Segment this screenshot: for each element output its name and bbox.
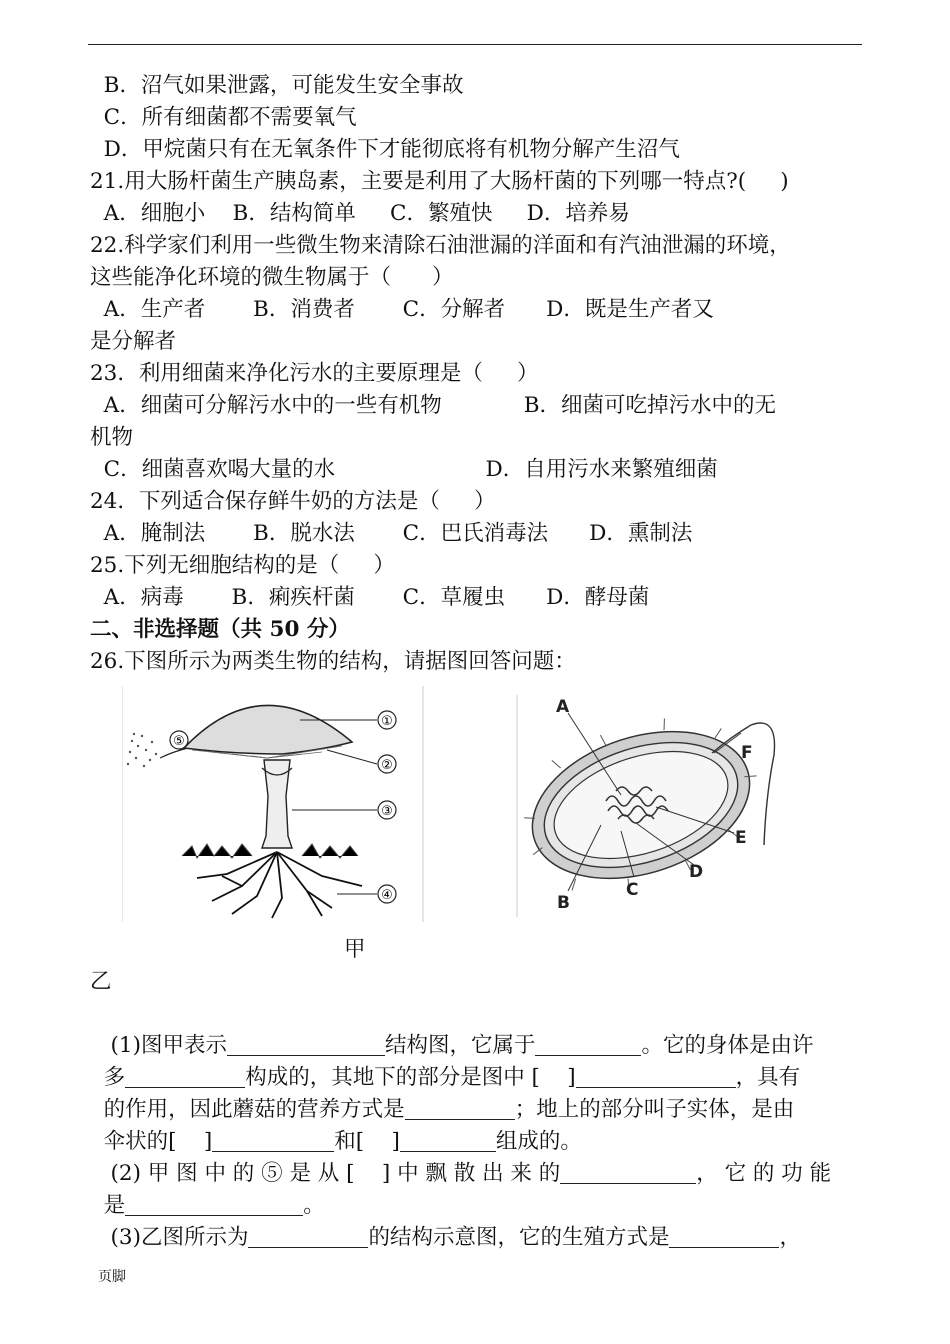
q1-line-1: (1)图甲表示 结构图，它属于 。它的身体是由许 xyxy=(103,1033,814,1058)
question-text-line: C．细菌喜欢喝大量的水 D．自用污水来繁殖细菌 xyxy=(90,457,718,482)
q2-line-1: (2) 甲 图 中 的 ⑤ 是 从 [ ] 中 飘 散 出 来 的 ， 它 的 功 能 xyxy=(103,1161,832,1186)
label-C: C xyxy=(626,880,639,900)
answer-blank[interactable] xyxy=(248,1225,368,1248)
q1-line-2: 多 构成的，其地下的部分是图中 [ ] ，具有 xyxy=(103,1065,801,1090)
question-text-line: 机物 xyxy=(90,425,134,450)
label-E: E xyxy=(735,828,747,848)
label-D: D xyxy=(689,862,704,882)
question-text-line: B．沼气如果泄露，可能发生安全事故 xyxy=(90,73,464,98)
question-text-line: A．生产者 B．消费者 C．分解者 D．既是生产者又 xyxy=(90,297,714,322)
question-text-line: C．所有细菌都不需要氧气 xyxy=(90,105,357,130)
label-F: F xyxy=(741,743,753,763)
question-text-line: A．细菌可分解污水中的一些有机物 B．细菌可吃掉污水中的无 xyxy=(90,393,777,418)
q2-line-2: 是 。 xyxy=(103,1193,325,1218)
question-text-line: 这些能净化环境的微生物属于（ ） xyxy=(90,265,454,290)
answer-blank[interactable] xyxy=(669,1225,779,1248)
question-text-line: A．细胞小 B．结构简单 C．繁殖快 D．培养易 xyxy=(90,201,630,226)
q1-line-3: 的作用，因此蘑菇的营养方式是 ；地上的部分叫子实体，是由 xyxy=(103,1097,795,1122)
section-title: 二、非选择题（共 50 分） xyxy=(90,617,350,642)
q1-line-4: 伞状的[ ] 和[ ] 组成的。 xyxy=(103,1129,582,1154)
question-text-line: 24．下列适合保存鲜牛奶的方法是（ ） xyxy=(90,489,496,514)
label-5: ⑤ xyxy=(173,734,185,749)
page-footer: 页脚 xyxy=(98,1269,126,1285)
answer-blank[interactable] xyxy=(560,1161,696,1184)
question-text-line: A．腌制法 B．脱水法 C．巴氏消毒法 D．熏制法 xyxy=(90,521,693,546)
question-text-line: 是分解者 xyxy=(90,329,177,354)
mushroom-diagram xyxy=(122,686,424,922)
label-B: B xyxy=(557,893,570,913)
label-A: A xyxy=(556,697,570,717)
question-text-line: 25.下列无细胞结构的是（ ） xyxy=(90,553,395,578)
question-text-line: A．病毒 B．痢疾杆菌 C．草履虫 D．酵母菌 xyxy=(90,585,650,610)
question-text-line: 21.用大肠杆菌生产胰岛素，主要是利用了大肠杆菌的下列哪一特点?( ) xyxy=(90,169,789,194)
question-26-intro: 26.下图所示为两类生物的结构，请据图回答问题： xyxy=(90,649,576,674)
label-1: ① xyxy=(381,714,393,729)
label-4: ④ xyxy=(381,888,393,903)
figure-yi-caption: 乙 xyxy=(90,969,112,994)
header-rule xyxy=(88,44,862,45)
question-text-line: 23．利用细菌来净化污水的主要原理是（ ） xyxy=(90,361,539,386)
question-text-line: D．甲烷菌只有在无氧条件下才能彻底将有机物分解产生沼气 xyxy=(90,137,680,162)
label-2: ② xyxy=(381,758,393,773)
bacterium-diagram xyxy=(516,695,778,917)
q3-line-1: (3)乙图所示为 的结构示意图，它的生殖方式是 ， xyxy=(103,1225,801,1250)
question-text-line: 22.科学家们利用一些微生物来清除石油泄漏的洋面和有汽油泄漏的环境， xyxy=(90,233,791,258)
label-3: ③ xyxy=(381,804,393,819)
figure-jia-caption: 甲 xyxy=(344,937,366,962)
